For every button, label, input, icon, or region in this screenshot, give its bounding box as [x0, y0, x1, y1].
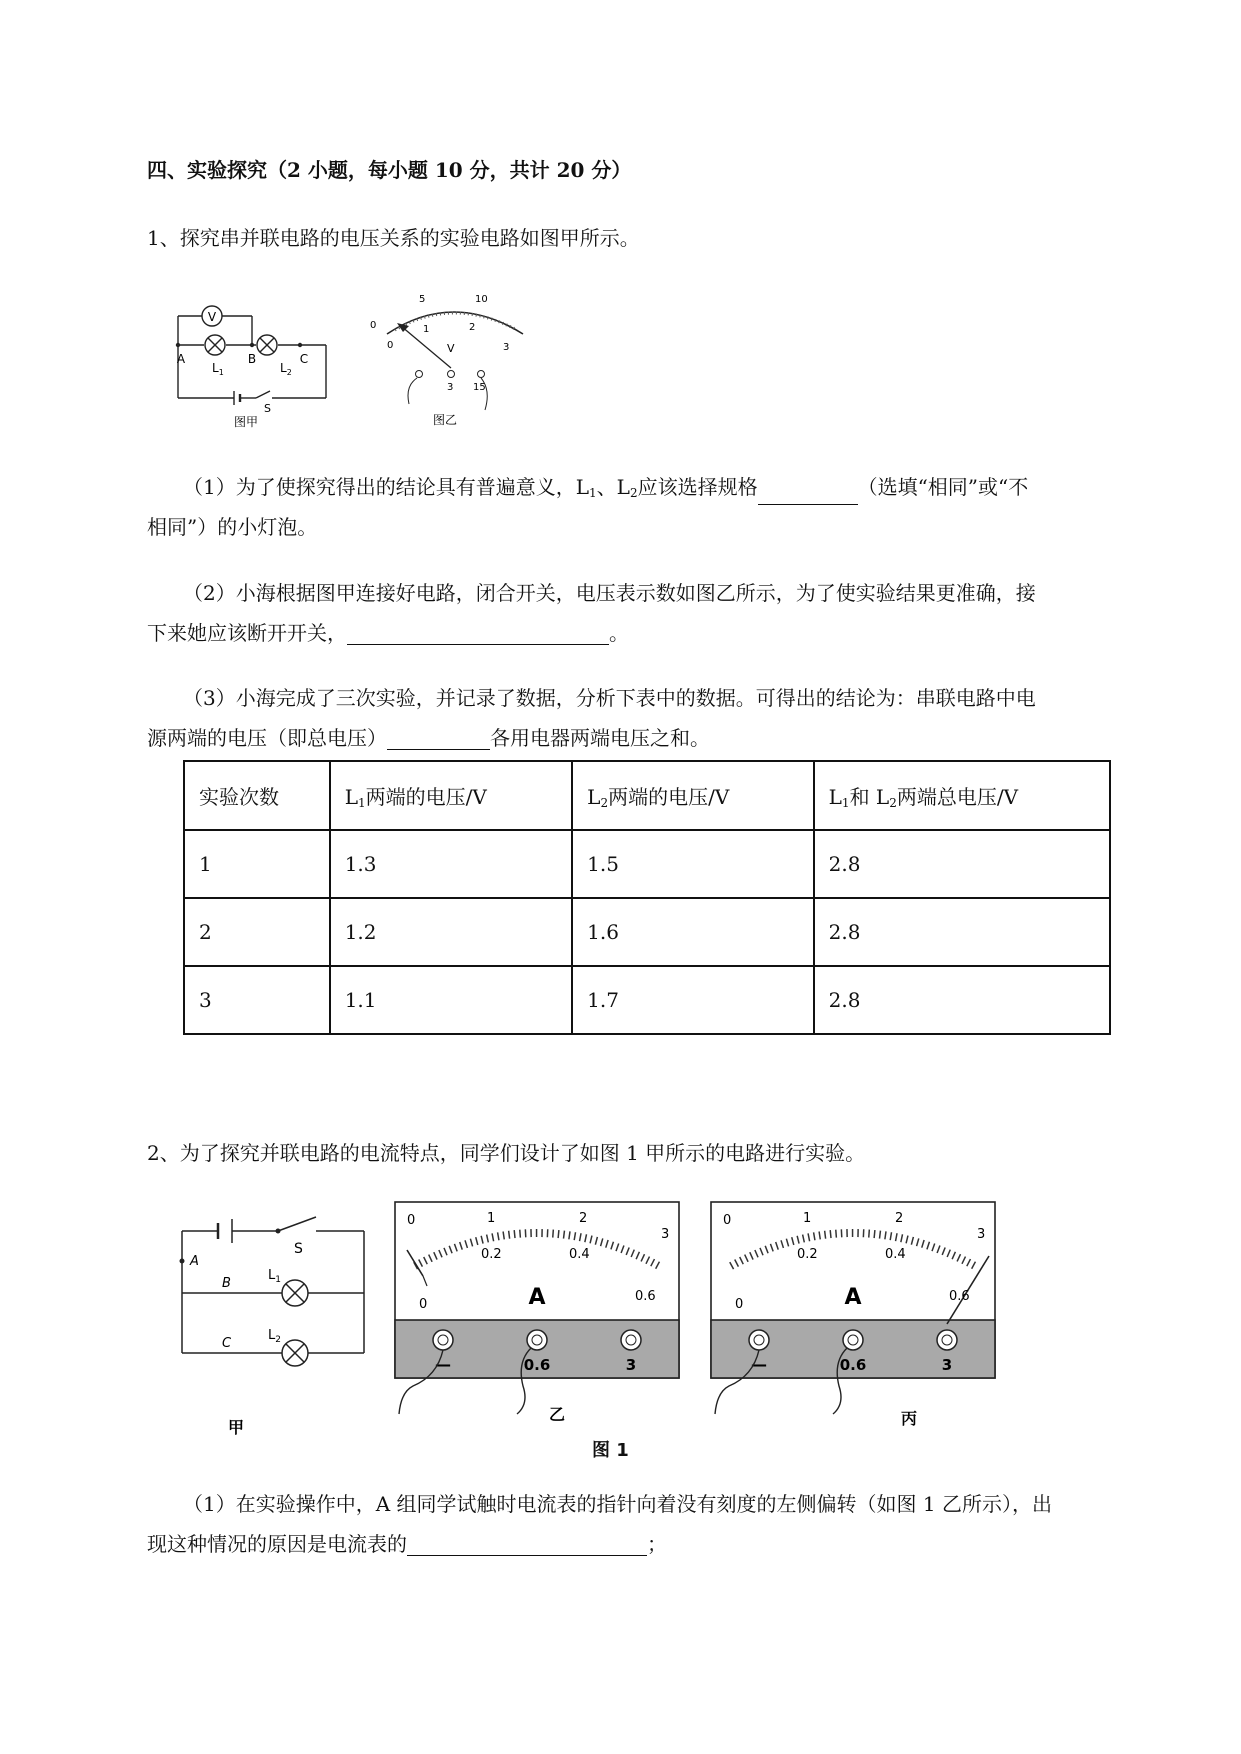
q1-part1-line2: 相同”）的小灯泡。: [147, 515, 318, 539]
q2-caption-bing: 丙: [900, 1409, 918, 1428]
switch-s-label: S: [264, 402, 271, 415]
table-header-cell: $L_1$和 $L_2$两端总电压/V: [814, 761, 1110, 830]
answer-blank-q2-1[interactable]: [407, 1535, 647, 1556]
table-cell: 1.5: [572, 830, 813, 898]
am-bing-tick-3: 3: [977, 1227, 986, 1242]
terminal-15-label: 15: [473, 382, 486, 393]
am-bing-term-3: 3: [941, 1356, 953, 1374]
q2-part1-line2: 现这种情况的原因是电流表的 ；: [147, 1532, 667, 1556]
table-cell: 2: [184, 898, 330, 966]
am-yi-term-3: 3: [625, 1356, 637, 1374]
q1-part1-line1: （1）为了使探究得出的结论具有普遍意义，$L_1$、$L_2$应该选择规格 （选填“相同”或“不: [183, 475, 1028, 505]
q2-lamp-l2-label: $L_2$: [268, 1328, 281, 1345]
answer-blank-q1-3[interactable]: [387, 729, 490, 750]
table-cell: 3: [184, 966, 330, 1034]
q2-part1-line1: （1）在实验操作中，A 组同学试触时电流表的指针向着没有刻度的左侧偏转（如图 1 乙所示），出: [183, 1492, 1052, 1516]
am-yi-tick-b04: 0.4: [569, 1247, 590, 1262]
q1-voltmeter-figure: [365, 286, 535, 432]
q1-stem: 1、探究串并联电路的电压关系的实验电路如图甲所示。: [147, 226, 640, 250]
q1-part3-line1: （3）小海完成了三次实验，并记录了数据，分析下表中的数据。可得出的结论为：串联电路中电: [183, 686, 1036, 710]
am-bing-term-06: 0.6: [839, 1356, 867, 1374]
am-yi-tick-b02: 0.2: [481, 1247, 502, 1262]
am-yi-unit-a: A: [528, 1285, 546, 1310]
table-cell: 2.8: [814, 830, 1110, 898]
q2-node-a-label: A: [190, 1254, 199, 1269]
q2-caption-yi: 乙: [548, 1405, 566, 1424]
am-yi-tick-3: 3: [661, 1227, 670, 1242]
am-bing-tick-0: 0: [723, 1213, 732, 1228]
answer-blank-q1-2[interactable]: [347, 624, 609, 645]
am-yi-tick-b0: 0: [419, 1297, 428, 1312]
q2-node-c-label: C: [222, 1336, 232, 1351]
table-cell: 1.6: [572, 898, 813, 966]
table-row: [184, 898, 1110, 966]
fig-yi-caption: 图乙: [432, 413, 458, 427]
table-header-row: [184, 761, 1110, 830]
table-header-cell: $L_1$两端的电压/V: [330, 761, 572, 830]
am-yi-term-neg: —: [435, 1355, 451, 1374]
dial-tick-0-top: 0: [370, 320, 377, 331]
am-bing-tick-2: 2: [895, 1211, 904, 1226]
am-bing-tick-b04: 0.4: [885, 1247, 906, 1262]
q1-part2-line1: （2）小海根据图甲连接好电路，闭合开关，电压表示数如图乙所示，为了使实验结果更准确，接: [183, 581, 1036, 605]
am-bing-tick-b0: 0: [735, 1297, 744, 1312]
am-bing-term-neg: —: [751, 1355, 767, 1374]
lamp-l1-label: $L_1$: [212, 361, 224, 377]
table-header-cell: $L_2$两端的电压/V: [572, 761, 813, 830]
table-cell: 2.8: [814, 966, 1110, 1034]
table-header-cell: 实验次数: [184, 761, 330, 830]
am-yi-tick-b06: 0.6: [635, 1289, 656, 1304]
am-bing-unit-a: A: [844, 1285, 862, 1310]
voltmeter-symbol-label: V: [207, 310, 217, 324]
am-yi-term-06: 0.6: [523, 1356, 551, 1374]
dial-tick-10: 10: [475, 294, 488, 305]
table-cell: 1: [184, 830, 330, 898]
dial-tick-2: 2: [469, 322, 476, 333]
node-b-label: B: [247, 352, 257, 366]
q2-circuit-figure: [170, 1205, 370, 1435]
am-bing-tick-b02: 0.2: [797, 1247, 818, 1262]
q2-switch-label: S: [294, 1241, 303, 1257]
node-a-label: A: [176, 352, 186, 366]
table-row: [184, 830, 1110, 898]
table-cell: 1.7: [572, 966, 813, 1034]
table-cell: 2.8: [814, 898, 1110, 966]
q2-figure-caption: 图 1: [592, 1440, 629, 1461]
section-title: 四、实验探究（2 小题，每小题 10 分，共计 20 分）: [147, 158, 632, 182]
dial-tick-1: 1: [423, 324, 430, 335]
table-row: [184, 966, 1110, 1034]
dial-unit-v: V: [447, 342, 455, 355]
q2-ammeter-yi: [393, 1200, 681, 1430]
table-cell: 1.2: [330, 898, 572, 966]
q2-lamp-l1-label: $L_1$: [268, 1268, 281, 1285]
am-bing-tick-1: 1: [803, 1211, 812, 1226]
am-yi-tick-2: 2: [579, 1211, 588, 1226]
q2-ammeter-bing: [709, 1200, 997, 1436]
q2-stem: 2、为了探究并联电路的电流特点，同学们设计了如图 1 甲所示的电路进行实验。: [147, 1141, 866, 1165]
am-bing-tick-b06: 0.6: [949, 1289, 970, 1304]
answer-blank-q1-1[interactable]: [758, 484, 858, 505]
q2-node-b-label: B: [222, 1276, 231, 1291]
dial-tick-3: 3: [503, 342, 510, 353]
fig-jia-caption: 图甲: [233, 415, 259, 429]
q2-caption-jia: 甲: [227, 1418, 245, 1435]
q1-circuit-figure: [168, 290, 338, 430]
table-cell: 1.3: [330, 830, 572, 898]
am-yi-tick-0: 0: [407, 1213, 416, 1228]
terminal-3-label: 3: [447, 382, 454, 393]
lamp-l2-label: $L_2$: [280, 361, 292, 377]
table-cell: 1.1: [330, 966, 572, 1034]
dial-tick-5: 5: [419, 294, 426, 305]
q1-part3-line2: 源两端的电压（即总电压） 各用电器两端电压之和。: [147, 726, 710, 750]
am-yi-tick-1: 1: [487, 1211, 496, 1226]
dial-tick-0-bottom: 0: [387, 340, 394, 351]
q1-part2-line2: 下来她应该断开开关， 。: [147, 621, 629, 645]
voltage-data-table: [183, 760, 1111, 1035]
node-c-label: C: [299, 352, 309, 366]
